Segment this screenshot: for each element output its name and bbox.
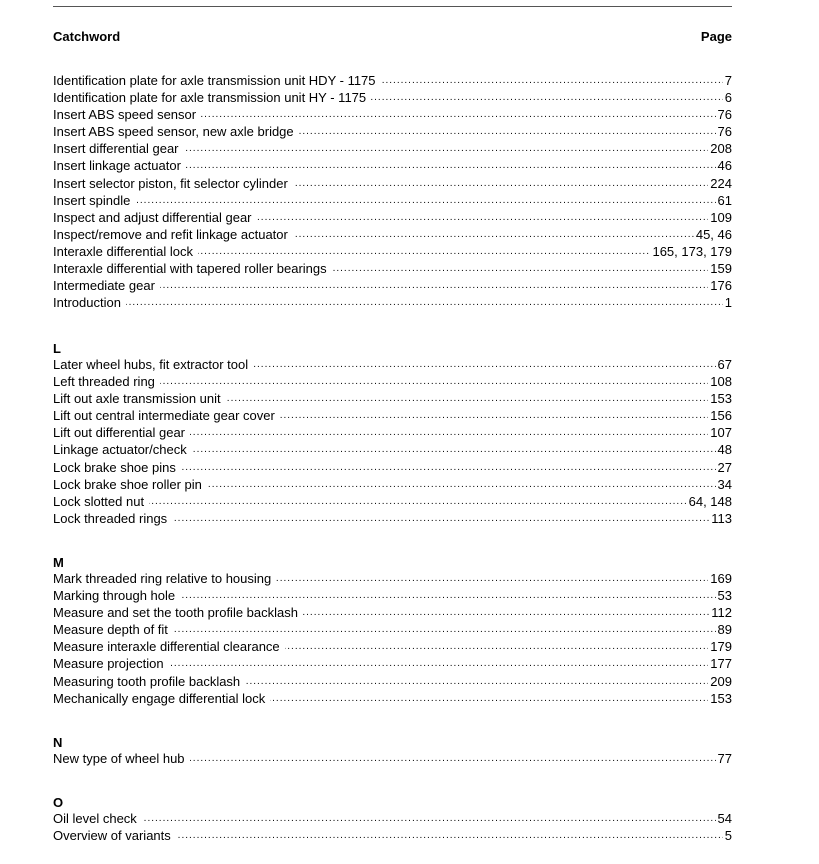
- index-entry: [53, 604, 732, 621]
- entry-term: Linkage actuator/check: [53, 441, 192, 458]
- index-entry: [53, 277, 732, 294]
- index-entry: [53, 106, 732, 123]
- entry-term: Lift out central intermediate gear cover: [53, 407, 280, 424]
- index-entry: [53, 157, 732, 174]
- entry-page-number: 34: [717, 476, 732, 492]
- entry-term: Lift out axle transmission unit: [53, 390, 226, 407]
- index-entry: [53, 243, 732, 260]
- entry-term: Insert ABS speed sensor: [53, 106, 201, 123]
- section-letter: L: [53, 341, 61, 356]
- entry-term: Lock brake shoe roller pin: [53, 476, 207, 493]
- entry-term: Oil level check: [53, 810, 142, 827]
- index-entry: [53, 373, 732, 390]
- index-entry: [53, 827, 732, 844]
- index-group-n: [53, 736, 732, 767]
- entry-page-number: 5: [724, 828, 732, 844]
- entry-page-number: 53: [717, 588, 732, 604]
- entry-page-number: 113: [711, 510, 732, 526]
- index-entry: [53, 476, 732, 493]
- index-entry: [53, 459, 732, 476]
- entry-page-number: 176: [710, 278, 732, 294]
- index-entry: [53, 493, 732, 510]
- entry-page-number: 153: [710, 391, 732, 407]
- index-entry: [53, 89, 732, 106]
- entry-term: Interaxle differential with tapered roller bearings: [53, 260, 332, 277]
- index-entry: [53, 441, 732, 458]
- entry-page-number: 112: [711, 605, 732, 621]
- index-entry: [53, 424, 732, 441]
- index-group-i: [53, 72, 732, 311]
- index-entry: [53, 192, 732, 209]
- section-letter: O: [53, 795, 64, 810]
- index-entry: [53, 356, 732, 373]
- index-entry: [53, 638, 732, 655]
- entry-term: Mark threaded ring relative to housing: [53, 570, 276, 587]
- entry-page-number: 1: [724, 295, 732, 311]
- entry-term: Interaxle differential lock: [53, 243, 198, 260]
- entry-term: Overview of variants: [53, 827, 176, 844]
- index-entry: [53, 690, 732, 707]
- entry-page-number: 156: [710, 408, 732, 424]
- index-entry: [53, 390, 732, 407]
- entry-term: Mechanically engage differential lock: [53, 690, 270, 707]
- entry-page-number: 224: [710, 175, 732, 191]
- entry-page-number: 27: [717, 459, 732, 475]
- section-letter: M: [53, 555, 64, 570]
- entry-term: Introduction: [53, 294, 126, 311]
- dot-leader: [53, 493, 732, 510]
- entry-term: Measure depth of fit: [53, 621, 173, 638]
- index-entry: [53, 673, 732, 690]
- entry-page-number: 6: [724, 90, 732, 106]
- entry-term: Measuring tooth profile backlash: [53, 673, 245, 690]
- catchword-heading: Catchword: [53, 29, 121, 44]
- entry-page-number: 67: [717, 357, 732, 372]
- entry-page-number: 54: [717, 811, 732, 826]
- entry-page-number: 7: [724, 73, 732, 88]
- index-entry: [53, 175, 732, 192]
- entry-term: Marking through hole: [53, 587, 180, 604]
- index-entry: [53, 570, 732, 587]
- entry-page-number: 109: [710, 209, 732, 225]
- entry-page-number: 64, 148: [688, 493, 732, 509]
- index-entry: [53, 294, 732, 311]
- entry-term: Identification plate for axle transmission unit HY - 1175: [53, 89, 371, 106]
- entry-page-number: 76: [717, 107, 732, 123]
- top-rule: [53, 6, 732, 7]
- index-entry: [53, 621, 732, 638]
- entry-page-number: 45, 46: [695, 226, 732, 242]
- dot-leader: [53, 294, 732, 311]
- entry-term: Insert differential gear: [53, 140, 184, 157]
- entry-page-number: 61: [717, 192, 732, 208]
- entry-page-number: 165, 173, 179: [652, 243, 732, 259]
- entry-page-number: 107: [710, 425, 732, 441]
- index-group-l: [53, 342, 732, 527]
- index-entry: [53, 123, 732, 140]
- entry-page-number: 76: [717, 124, 732, 140]
- entry-term: Lift out differential gear: [53, 424, 190, 441]
- entry-term: Insert selector piston, fit selector cylinder: [53, 175, 293, 192]
- entry-page-number: 159: [710, 261, 732, 277]
- entry-term: Left threaded ring: [53, 373, 160, 390]
- entry-page-number: 46: [717, 158, 732, 174]
- entry-term: Insert ABS speed sensor, new axle bridge: [53, 123, 299, 140]
- entry-page-number: 169: [710, 571, 732, 586]
- dot-leader: [53, 192, 732, 209]
- index-group-m: [53, 556, 732, 707]
- index-entry: [53, 226, 732, 243]
- entry-term: Identification plate for axle transmission unit HDY - 1175: [53, 72, 381, 89]
- entry-page-number: 48: [717, 442, 732, 458]
- index-group-o: [53, 796, 732, 844]
- index-entry: [53, 810, 732, 827]
- entry-term: Intermediate gear: [53, 277, 160, 294]
- entry-term: Later wheel hubs, fit extractor tool: [53, 356, 253, 373]
- index-entry: [53, 260, 732, 277]
- entry-term: Lock slotted nut: [53, 493, 149, 510]
- entry-page-number: 179: [710, 639, 732, 655]
- index-entry: [53, 510, 732, 527]
- entry-term: Lock brake shoe pins: [53, 459, 181, 476]
- index-header: [53, 29, 732, 46]
- index-entry: [53, 72, 732, 89]
- entry-term: Insert spindle: [53, 192, 135, 209]
- entry-page-number: 77: [717, 751, 732, 766]
- entry-term: Measure projection: [53, 655, 169, 672]
- entry-term: Lock threaded rings: [53, 510, 172, 527]
- entry-term: Measure interaxle differential clearance: [53, 638, 285, 655]
- index-entry: [53, 750, 732, 767]
- index-entry: [53, 140, 732, 157]
- entry-page-number: 209: [710, 673, 732, 689]
- entry-term: Inspect and adjust differential gear: [53, 209, 257, 226]
- index-entry: [53, 407, 732, 424]
- page-heading: Page: [700, 29, 732, 44]
- entry-page-number: 108: [710, 374, 732, 390]
- index-entry: [53, 655, 732, 672]
- entry-term: Inspect/remove and refit linkage actuator: [53, 226, 293, 243]
- section-letter: N: [53, 735, 63, 750]
- entry-term: Insert linkage actuator: [53, 157, 186, 174]
- entry-page-number: 153: [710, 690, 732, 706]
- entry-term: Measure and set the tooth profile backlash: [53, 604, 303, 621]
- index-entry: [53, 587, 732, 604]
- entry-term: New type of wheel hub: [53, 750, 190, 767]
- index-entry: [53, 209, 732, 226]
- entry-page-number: 89: [717, 622, 732, 638]
- entry-page-number: 208: [710, 141, 732, 157]
- dot-leader: [53, 810, 732, 827]
- entry-page-number: 177: [710, 656, 732, 672]
